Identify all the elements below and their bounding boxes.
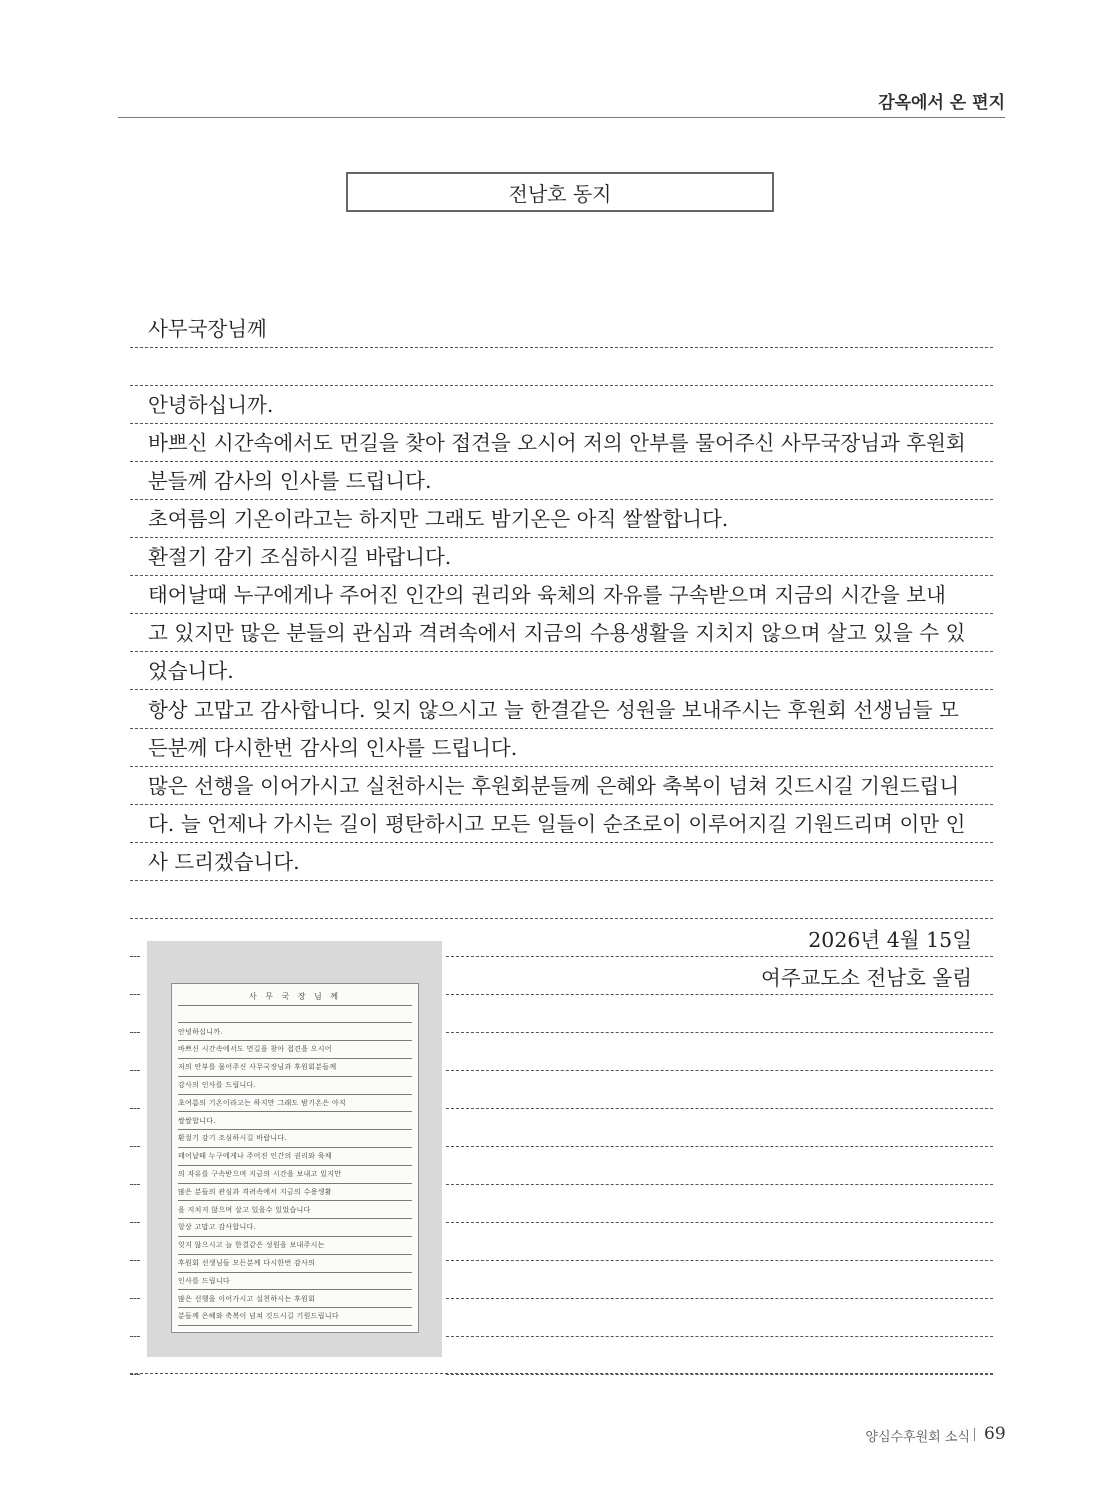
- dashed-rule: [446, 1032, 993, 1033]
- dashed-rule: [130, 537, 993, 538]
- handwritten-line: 초여름의 기온이라고는 하지만 그래도 밤기온은 아직: [178, 1095, 412, 1113]
- dashed-rule: [130, 1184, 140, 1185]
- dashed-rule: [446, 1146, 993, 1147]
- handwritten-line: 사 무 국 장 님 께: [178, 988, 412, 1006]
- dashed-rule: [446, 1108, 993, 1109]
- dashed-rule: [130, 918, 993, 919]
- handwritten-line: 안녕하십니까.: [178, 1024, 412, 1042]
- dashed-rule: [130, 842, 993, 843]
- handwritten-line: 후원회 선생님들 모든분께 다시한번 감사의: [178, 1255, 412, 1273]
- letter-line: 태어날때 누구에게나 주어진 인간의 권리와 육체의 자유를 구속받으며 지금의 시간을 보내: [148, 583, 946, 608]
- dashed-rule: [446, 1070, 993, 1071]
- dashed-rule: [130, 1336, 140, 1337]
- letter-line: 분들께 감사의 인사를 드립니다.: [148, 469, 432, 494]
- handwritten-line: 감사의 인사를 드립니다.: [178, 1077, 412, 1095]
- header-rule: [118, 117, 1005, 118]
- dashed-rule: [446, 1222, 993, 1223]
- dashed-rule: [130, 1373, 993, 1374]
- dashed-rule: [130, 1374, 140, 1375]
- dashed-rule: [130, 956, 140, 957]
- footer-separator: [974, 1428, 975, 1441]
- dashed-rule: [130, 689, 993, 690]
- letter-line: 안녕하십니까.: [148, 393, 274, 418]
- handwritten-line: 항상 고맙고 감사합니다.: [178, 1219, 412, 1237]
- letter-date: 2026년 4월 15일: [808, 928, 972, 952]
- handwritten-line: 잊지 않으시고 늘 한결같은 성원을 보내주시는: [178, 1237, 412, 1255]
- handwritten-line: 의 자유를 구속받으며 지금의 시간을 보내고 있지만: [178, 1166, 412, 1184]
- handwritten-line: 많은 분들의 관심과 격려속에서 지금의 수용생활: [178, 1184, 412, 1202]
- dashed-rule: [446, 1336, 993, 1337]
- handwritten-letter-paper: [171, 983, 419, 1333]
- dashed-rule: [130, 461, 993, 462]
- letter-line: 사무국장님께: [148, 317, 267, 341]
- letter-line: 초여름의 기온이라고는 하지만 그래도 밤기온은 아직 쌀쌀합니다.: [148, 507, 729, 532]
- dashed-rule: [130, 613, 993, 614]
- letter-line: 바쁘신 시간속에서도 먼길을 찾아 접견을 오시어 저의 안부를 물어주신 사무국장님과 후원회: [148, 431, 966, 456]
- letter-line: 었습니다.: [148, 659, 234, 684]
- letter-line: 다. 늘 언제나 가시는 길이 평탄하시고 모든 일들이 순조로이 이루어지길 기원드리며 이만 인: [148, 811, 966, 836]
- letter-line: 많은 선행을 이어가시고 실천하시는 후원회분들께 은혜와 축복이 넘쳐 깃드시길 기원드립니: [148, 773, 960, 798]
- handwritten-line: 분들께 은혜와 축복이 넘쳐 깃드시길 기원드립니다: [178, 1308, 412, 1326]
- handwritten-line: 많은 선행을 이어가시고 실천하시는 후원회: [178, 1291, 412, 1309]
- letter-signature: 여주교도소 전남호 올림: [760, 966, 972, 990]
- dashed-rule: [130, 347, 993, 348]
- handwritten-line: [178, 1006, 412, 1024]
- dashed-rule: [446, 956, 993, 957]
- dashed-rule: [446, 1260, 993, 1261]
- handwritten-line: 환절기 감기 조심하시길 바랍니다.: [178, 1130, 412, 1148]
- page-number: 69: [984, 1424, 1006, 1444]
- dashed-rule: [130, 1146, 140, 1147]
- dashed-rule: [130, 1032, 140, 1033]
- dashed-rule: [130, 1222, 140, 1223]
- footer-publication: 양심수후원회 소식: [865, 1430, 970, 1445]
- letter-writer-name-box: 전남호 동지: [346, 172, 774, 212]
- dashed-rule: [130, 1298, 140, 1299]
- dashed-rule: [130, 766, 993, 767]
- handwritten-letter-photo: [147, 941, 442, 1357]
- dashed-rule: [446, 1374, 993, 1375]
- letter-line: 환절기 감기 조심하시길 바랍니다.: [148, 545, 452, 570]
- dashed-rule: [130, 423, 993, 424]
- handwritten-line: 바쁘신 시간속에서도 먼길을 찾아 접견을 오시어: [178, 1041, 412, 1059]
- handwritten-line: 저의 안부를 물어주신 사무국장님과 후원회분들께: [178, 1059, 412, 1077]
- handwritten-line: 인사를 드립니다: [178, 1273, 412, 1291]
- section-title: 감옥에서 온 편지: [878, 93, 1005, 113]
- handwritten-line: 쌀쌀합니다.: [178, 1113, 412, 1131]
- dashed-rule: [130, 880, 993, 881]
- dashed-rule: [446, 1298, 993, 1299]
- letter-line: 사 드리겠습니다.: [148, 849, 300, 874]
- letter-line: 고 있지만 많은 분들의 관심과 격려속에서 지금의 수용생활을 지치지 않으며 살고 있을 수 있: [148, 621, 966, 646]
- dashed-rule: [130, 994, 140, 995]
- dashed-rule: [130, 499, 993, 500]
- dashed-rule: [130, 728, 993, 729]
- dashed-rule: [130, 1070, 140, 1071]
- dashed-rule: [130, 385, 993, 386]
- dashed-rule: [446, 1184, 993, 1185]
- dashed-rule: [130, 804, 993, 805]
- dashed-rule: [130, 1260, 140, 1261]
- letter-line: 든분께 다시한번 감사의 인사를 드립니다.: [148, 735, 518, 760]
- dashed-rule: [446, 994, 993, 995]
- dashed-rule: [130, 651, 993, 652]
- dashed-rule: [130, 1108, 140, 1109]
- letter-line: 항상 고맙고 감사합니다. 잊지 않으시고 늘 한결같은 성원을 보내주시는 후원회 선생님들 모: [148, 697, 959, 722]
- handwritten-line: 태어날때 누구에게나 주어진 인간의 권리와 육체: [178, 1148, 412, 1166]
- dashed-rule: [130, 575, 993, 576]
- handwritten-line: 을 지치지 않으며 살고 있을수 있었습니다: [178, 1202, 412, 1220]
